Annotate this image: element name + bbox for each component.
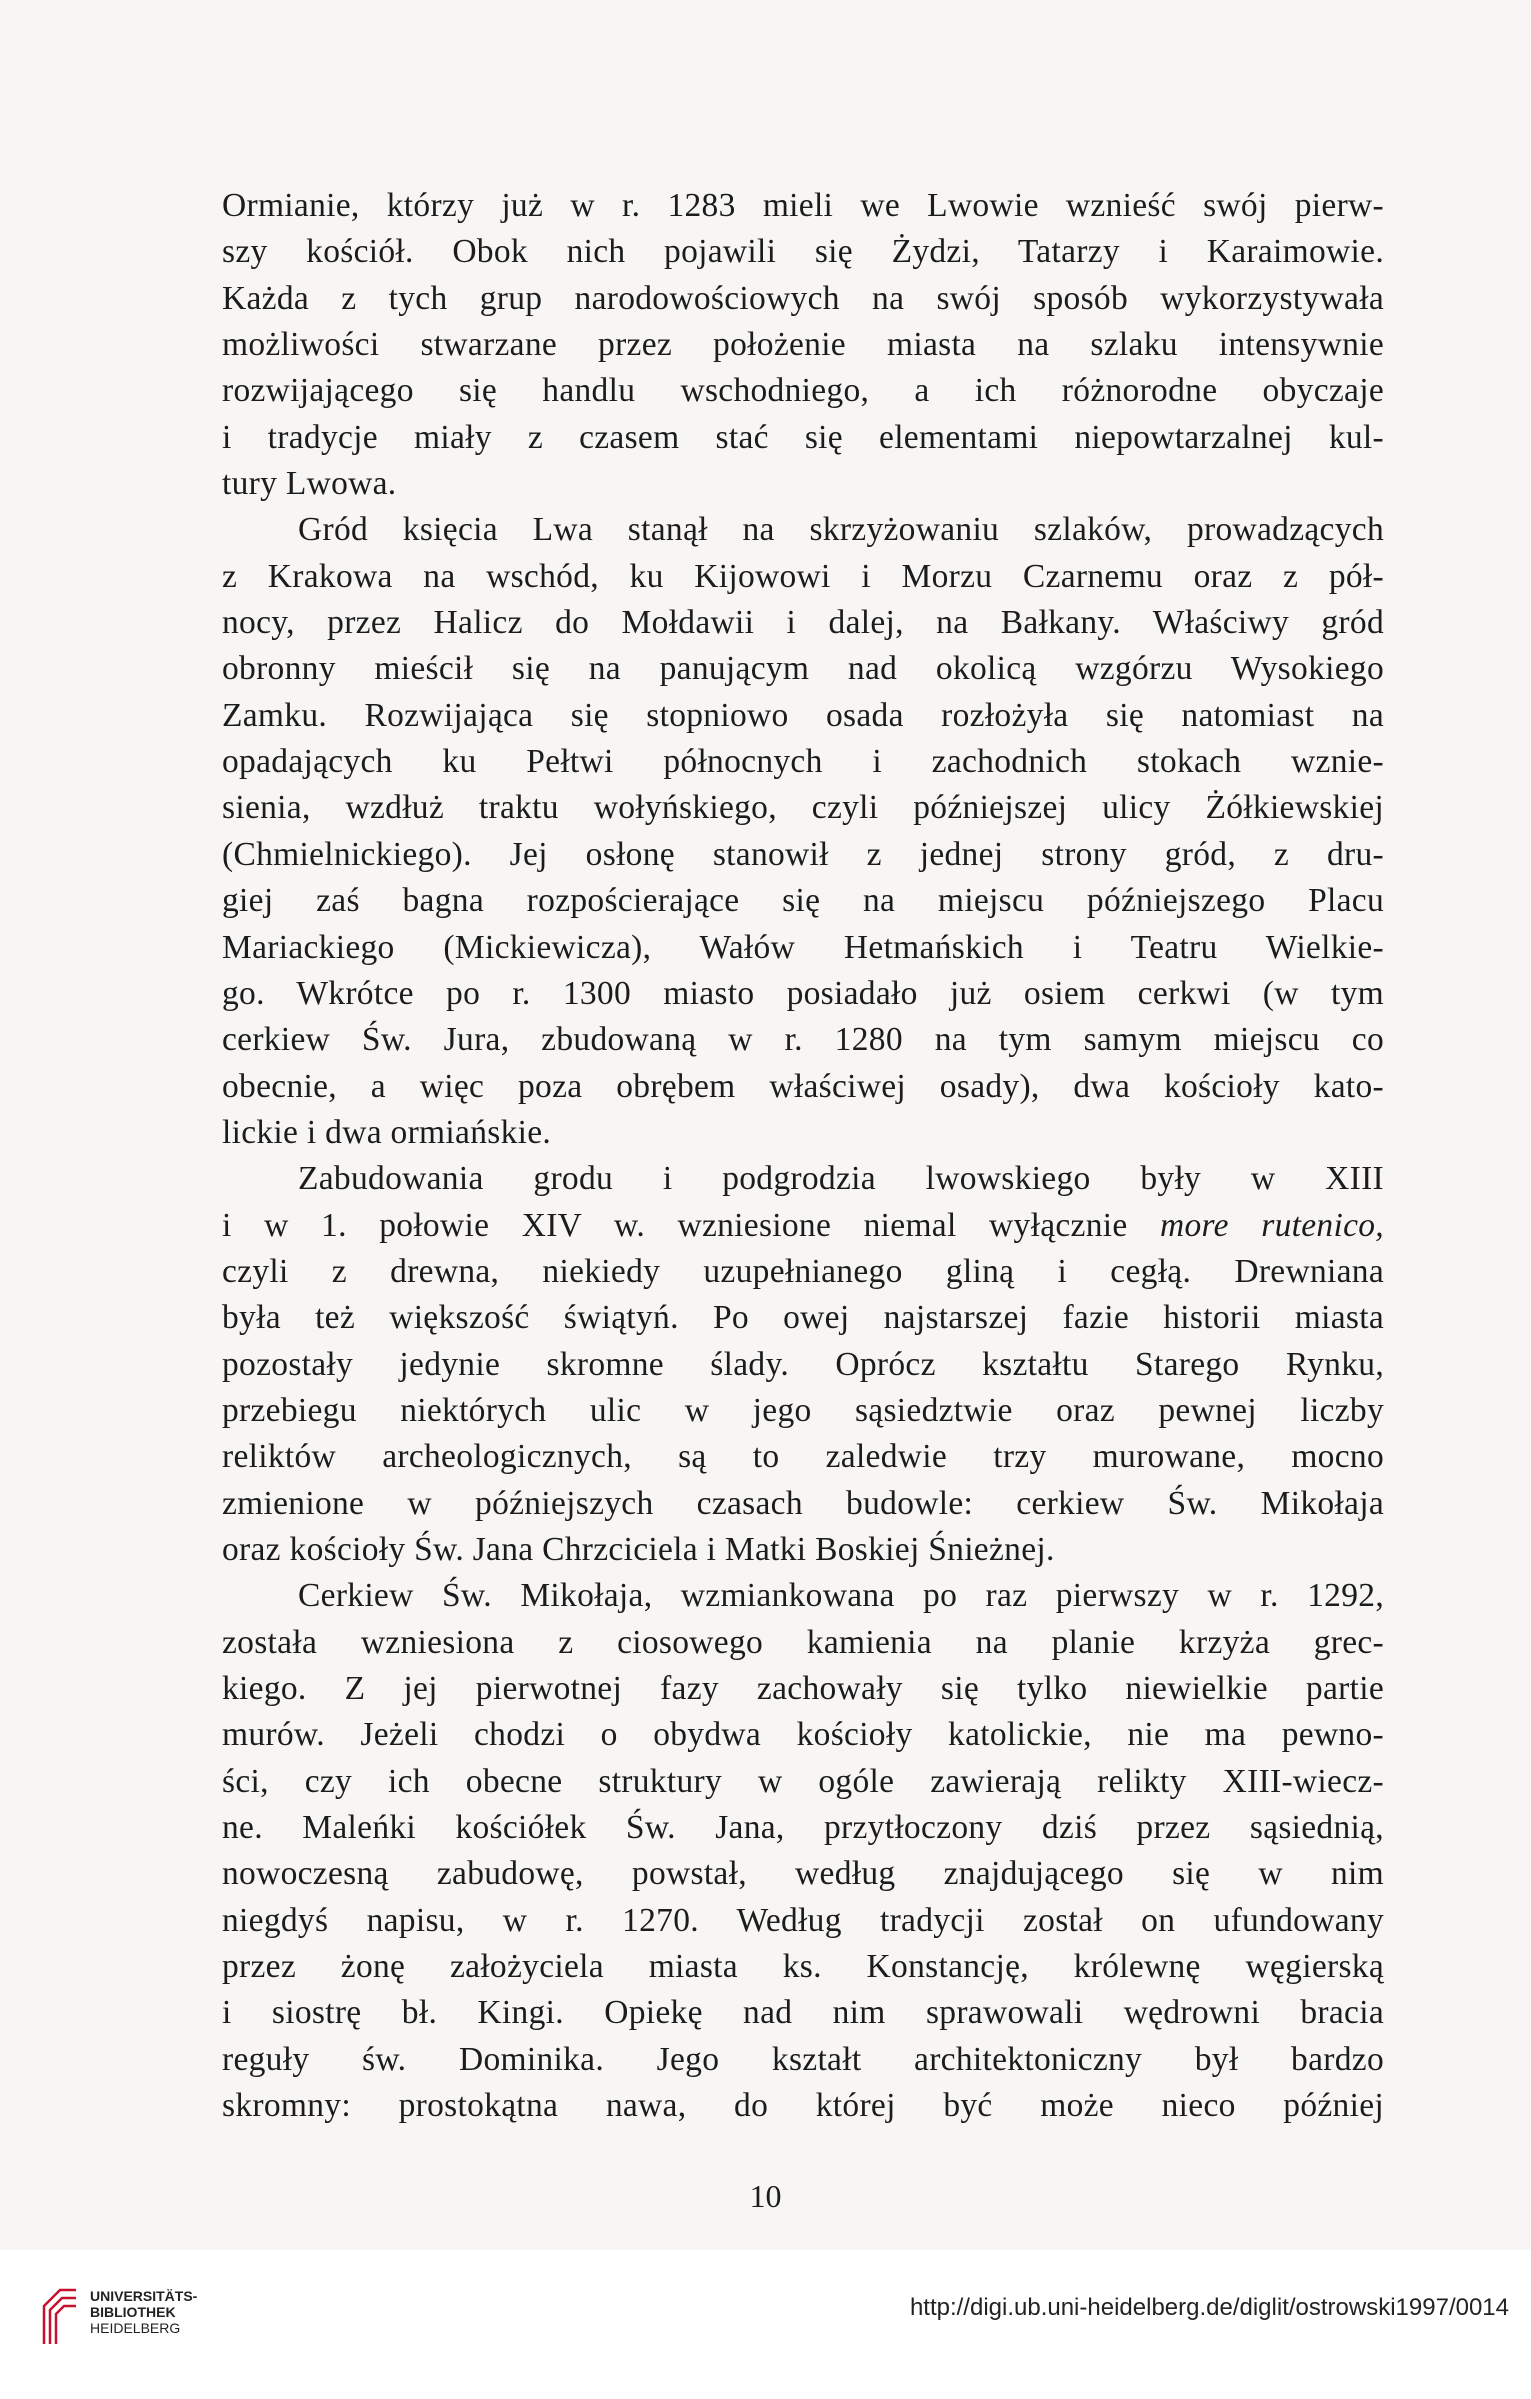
text-line: ne. Maleńki kościółek Św. Jana, przytłoczony dziś przez sąsiednią, <box>222 1809 1384 1847</box>
text-line: go. Wkrótce po r. 1300 miasto posiadało już osiem cerkwi (w tym <box>222 974 1384 1012</box>
text-line: rozwijającego się handlu wschodniego, a ich różnorodne obyczaje <box>222 372 1384 410</box>
text-line: oraz kościoły Św. Jana Chrzciciela i Matki Boskiej Śnieżnej. <box>222 1530 1055 1568</box>
text-line: cerkiew Św. Jura, zbudowaną w r. 1280 na tym samym miejscu co <box>222 1021 1384 1059</box>
library-logo-icon <box>40 2286 80 2346</box>
text-line: zmienione w późniejszych czasach budowle: cerkiew Św. Mikołaja <box>222 1484 1384 1522</box>
text-line: została wzniesiona z ciosowego kamienia na planie krzyża grec- <box>222 1623 1384 1661</box>
text-line: szy kościół. Obok nich pojawili się Żydzi, Tatarzy i Karaimowie. <box>222 233 1384 271</box>
text-line: skromny: prostokątna nawa, do której być może nieco później <box>222 2087 1384 2125</box>
text-line: Ormianie, którzy już w r. 1283 mieli we Lwowie wznieść swój pierw- <box>222 187 1384 224</box>
text-line: pozostały jedynie skromne ślady. Oprócz kształtu Starego Rynku, <box>222 1345 1384 1383</box>
text-line: nowoczesną zabudowę, powstał, według znajdującego się w nim <box>222 1855 1384 1893</box>
text-line: reguły św. Dominika. Jego kształt architektoniczny był bardzo <box>222 2040 1384 2078</box>
source-url-link[interactable]: http://digi.ub.uni-heidelberg.de/diglit/ostrowski1997/0014 <box>909 2294 1509 2321</box>
text-line: nocy, przez Halicz do Mołdawii i dalej, na Bałkany. Właściwy gród <box>222 604 1384 642</box>
text-line: czyli z drewna, niekiedy uzupełnianego gliną i cegłą. Drewniana <box>222 1252 1384 1290</box>
text-line: Każda z tych grup narodowościowych na swój sposób wykorzystywała <box>222 279 1384 317</box>
text-line: opadających ku Pełtwi północnych i zachodnich stokach wznie- <box>222 743 1384 781</box>
text-line: tury Lwowa. <box>222 465 397 503</box>
text-line: reliktów archeologicznych, są to zaledwie trzy murowane, mocno <box>222 1438 1384 1476</box>
text-line: lickie i dwa ormiańskie. <box>222 1113 552 1151</box>
text-line: przebiegu niektórych ulic w jego sąsiedztwie oraz pewnej liczby <box>222 1391 1384 1429</box>
page-number: 10 <box>749 2178 782 2214</box>
text-line: murów. Jeżeli chodzi o obydwa kościoły katolickie, nie ma pewno- <box>222 1716 1384 1754</box>
text-line: Cerkiew Św. Mikołaja, wzmiankowana po raz pierwszy w r. 1292, <box>298 1577 1384 1615</box>
text-line: niegdyś napisu, w r. 1270. Według tradycji został on ufundowany <box>222 1901 1384 1939</box>
text-line: Zabudowania grodu i podgrodzia lwowskiego były w XIII <box>298 1160 1384 1198</box>
text-line: (Chmielnickiego). Jej osłonę stanowił z jednej strony gród, z dru- <box>222 835 1384 873</box>
italic-phrase: more rutenico, <box>1160 1206 1384 1244</box>
text-line: obronny mieścił się na panującym nad okolicą wzgórzu Wysokiego <box>222 650 1384 688</box>
text-line: z Krakowa na wschód, ku Kijowowi i Morzu Czarnemu oraz z pół- <box>222 557 1384 595</box>
body-text <box>222 183 1384 2129</box>
text-fragment: i w 1. połowie XIV w. wzniesione niemal wyłącznie <box>222 1206 1128 1244</box>
text-line: i siostrę bł. Kingi. Opiekę nad nim sprawowali wędrowni bracia <box>222 1994 1384 2032</box>
text-line: ści, czy ich obecne struktury w ogóle zawierają relikty XIII-wiecz- <box>222 1762 1384 1800</box>
text-line: możliwości stwarzane przez położenie miasta na szlaku intensywnie <box>222 326 1384 364</box>
text-line: obecnie, a więc poza obrębem właściwej osady), dwa kościoły kato- <box>222 1067 1384 1105</box>
text-line: Gród księcia Lwa stanął na skrzyżowaniu szlaków, prowadzących <box>298 511 1384 549</box>
library-name-line: UNIVERSITÄTS- <box>90 2288 198 2304</box>
library-name <box>90 2288 197 2336</box>
text-line: Mariackiego (Mickiewicza), Wałów Hetmańskich i Teatru Wielkie- <box>222 928 1384 966</box>
text-line: była też większość świątyń. Po owej najstarszej fazie historii miasta <box>222 1299 1384 1337</box>
text-line-with-italic <box>222 1203 1384 1249</box>
text-line: sienia, wzdłuż traktu wołyńskiego, czyli późniejszej ulicy Żółkiewskiej <box>222 789 1384 827</box>
text-line: giej zaś bagna rozpościerające się na miejscu późniejszego Placu <box>222 882 1384 920</box>
text-line: przez żonę założyciela miasta ks. Konstancję, królewnę węgierską <box>222 1948 1384 1986</box>
text-line: i tradycje miały z czasem stać się elementami niepowtarzalnej kul- <box>222 418 1384 456</box>
footer <box>0 2250 1531 2399</box>
library-name-line: HEIDELBERG <box>90 2320 181 2336</box>
text-line: Zamku. Rozwijająca się stopniowo osada rozłożyła się natomiast na <box>222 696 1384 734</box>
library-name-line: BIBLIOTHEK <box>90 2304 176 2320</box>
text-line: kiego. Z jej pierwotnej fazy zachowały się tylko niewielkie partie <box>222 1670 1384 1707</box>
